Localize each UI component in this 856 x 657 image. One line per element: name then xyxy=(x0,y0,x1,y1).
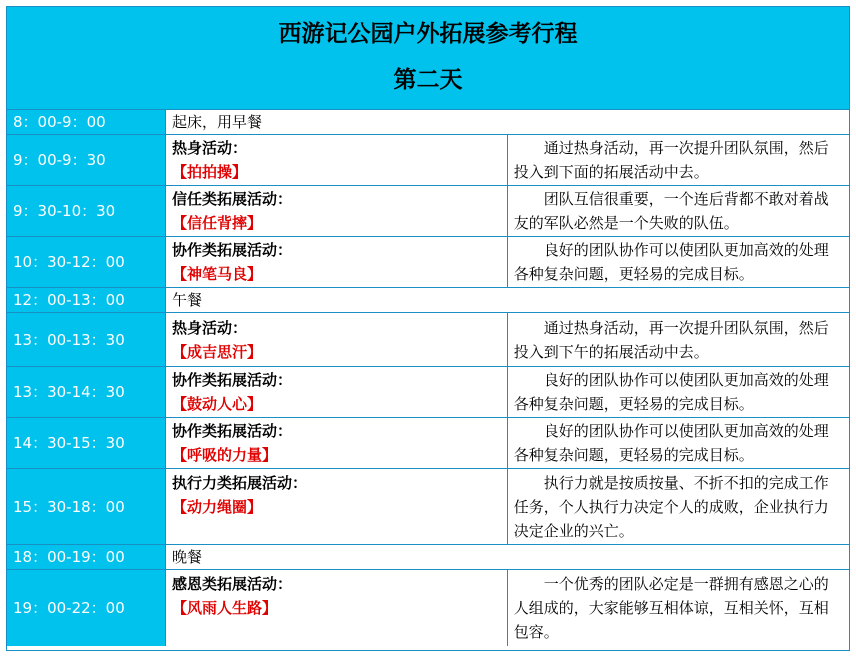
activity-name: 【呼吸的力量】 xyxy=(172,446,278,464)
activity-description: 通过热身活动，再一次提升团队氛围，然后投入到下午的拓展活动中去。 xyxy=(507,313,849,367)
time-cell: 9：30-10：30 xyxy=(7,186,166,237)
table-row xyxy=(7,288,849,313)
time-cell: 18：00-19：00 xyxy=(7,545,166,570)
table-row xyxy=(7,313,849,367)
time-cell: 15：30-18：00 xyxy=(7,469,166,545)
activity-cell xyxy=(166,135,508,186)
time-cell: 14：30-15：30 xyxy=(7,418,166,469)
activity-text: 起床，用早餐 xyxy=(166,110,850,135)
activity-cell xyxy=(166,313,508,367)
activity-cell xyxy=(166,186,508,237)
time-cell: 12：00-13：00 xyxy=(7,288,166,313)
activity-text: 午餐 xyxy=(166,288,850,313)
activity-label: 执行力类拓展活动： xyxy=(172,474,308,492)
table-row xyxy=(7,418,849,469)
activity-description: 执行力就是按质按量、不折不扣的完成工作任务，个人执行力决定个人的成败，企业执行力决定企业的兴亡。 xyxy=(507,469,849,545)
activity-name: 【成吉思汗】 xyxy=(172,342,263,361)
schedule-table xyxy=(7,110,849,646)
time-cell: 13：00-13：30 xyxy=(7,313,166,367)
activity-name: 【拍拍操】 xyxy=(172,163,248,181)
time-cell: 13：30-14：30 xyxy=(7,367,166,418)
activity-label: 协作类拓展活动： xyxy=(172,371,293,389)
activity-name: 【鼓动人心】 xyxy=(172,395,263,413)
table-row xyxy=(7,186,849,237)
activity-cell xyxy=(166,367,508,418)
table-row xyxy=(7,545,849,570)
table-row xyxy=(7,469,849,545)
table-row xyxy=(7,570,849,646)
activity-description: 通过热身活动，再一次提升团队氛围，然后投入到下面的拓展活动中去。 xyxy=(507,135,849,186)
activity-name: 【神笔马良】 xyxy=(172,265,263,283)
activity-label: 协作类拓展活动： xyxy=(172,241,293,259)
activity-label: 信任类拓展活动： xyxy=(172,190,293,208)
table-row xyxy=(7,110,849,135)
itinerary-day: 第二天 xyxy=(393,66,463,93)
itinerary-sheet xyxy=(6,6,850,651)
activity-description: 良好的团队协作可以使团队更加高效的处理各种复杂问题，更轻易的完成目标。 xyxy=(507,237,849,288)
activity-description: 团队互信很重要，一个连后背都不敢对着战友的军队必然是一个失败的队伍。 xyxy=(507,186,849,237)
activity-cell xyxy=(166,570,508,646)
activity-description: 良好的团队协作可以使团队更加高效的处理各种复杂问题，更轻易的完成目标。 xyxy=(507,367,849,418)
activity-cell xyxy=(166,469,508,545)
activity-label: 协作类拓展活动： xyxy=(172,422,293,440)
activity-name: 【动力绳圈】 xyxy=(172,498,263,516)
time-cell: 19：00-22：00 xyxy=(7,570,166,646)
time-cell: 8：00-9：00 xyxy=(7,110,166,135)
table-row xyxy=(7,237,849,288)
time-cell: 9：00-9：30 xyxy=(7,135,166,186)
time-cell: 10：30-12：00 xyxy=(7,237,166,288)
activity-name: 【信任背摔】 xyxy=(172,214,263,232)
activity-text: 晚餐 xyxy=(166,545,850,570)
activity-label: 感恩类拓展活动： xyxy=(172,575,293,593)
activity-description: 一个优秀的团队必定是一群拥有感恩之心的人组成的，大家能够互相体谅，互相关怀，互相包容。 xyxy=(507,570,849,646)
activity-label: 热身活动： xyxy=(172,318,248,337)
activity-cell xyxy=(166,237,508,288)
activity-description: 良好的团队协作可以使团队更加高效的处理各种复杂问题，更轻易的完成目标。 xyxy=(507,418,849,469)
activity-cell xyxy=(166,418,508,469)
activity-label: 热身活动： xyxy=(172,139,248,157)
table-row xyxy=(7,135,849,186)
itinerary-title: 西游记公园户外拓展参考行程 xyxy=(278,20,578,47)
table-row xyxy=(7,367,849,418)
itinerary-header xyxy=(7,7,849,110)
activity-name: 【风雨人生路】 xyxy=(172,599,278,617)
